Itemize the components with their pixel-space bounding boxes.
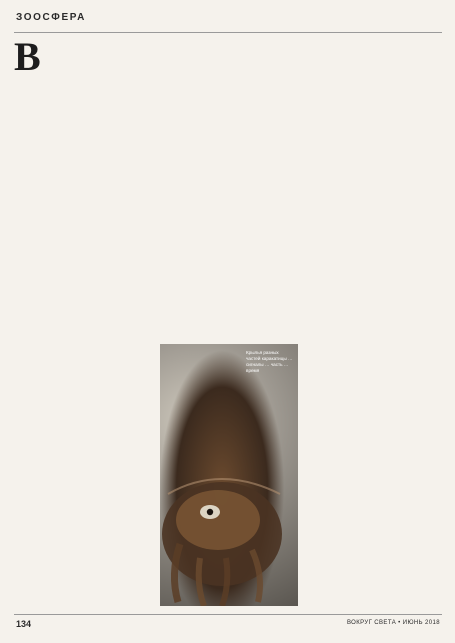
article-column-1 (14, 40, 150, 605)
section-header (14, 10, 442, 33)
cuttlefish-illustration (160, 344, 298, 606)
section-title: ЗООСФЕРА (16, 12, 86, 23)
article-column-2 (160, 40, 296, 340)
photo-caption: Крылья разных частей каракатицы … сигналы … часть … время (246, 350, 293, 373)
page-footer (14, 614, 442, 631)
article-column-3 (306, 40, 442, 605)
drop-cap: В (14, 40, 41, 79)
cuttlefish-photo (160, 344, 298, 606)
page-number: 134 (16, 619, 32, 629)
issue-line: ВОКРУГ СВЕТА • ИЮНЬ 2018 (346, 620, 440, 626)
